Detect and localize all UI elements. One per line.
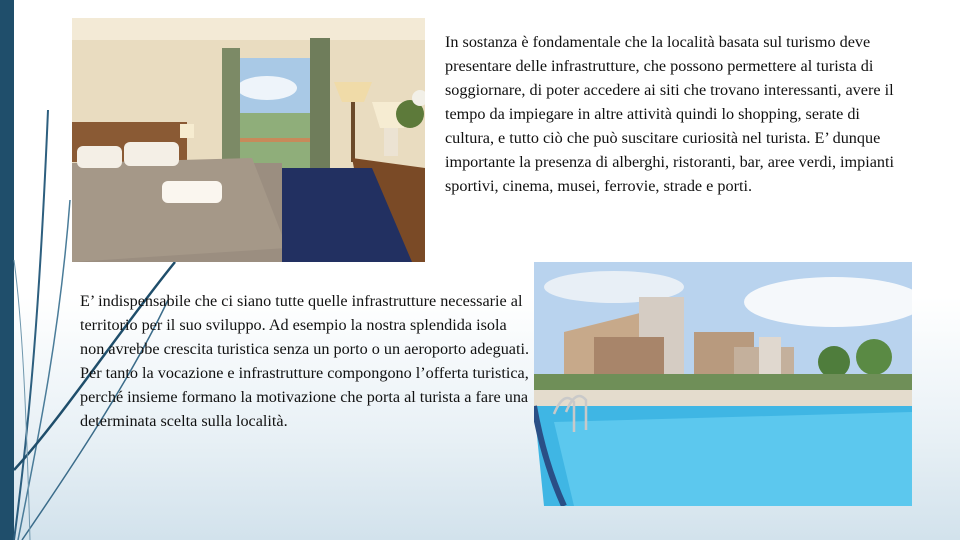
paragraph-development: E’ indispensabile che ci siano tutte quelle infrastrutture necessarie al territorio per il suo sviluppo. Ad esempio la nostra splendida isola non avrebbe crescita turistica senza un porto o un aeroporto adeguati. Per tanto la vocazione e infrastrutture compongono l’offerta turistica, perché insieme formano la motivazione che porta al turista a fare una determinata scelta sulla località. xyxy=(80,292,530,430)
paragraph-infrastructures: In sostanza è fondamentale che la località basata sul turismo deve presentare delle infrastrutture, che possono permettere al turista di soggiornare, di poter accedere ai siti che trovano interessanti, avere il tempo da impiegare in altre attività quindi lo shopping, serate di cultura, e tutto ciò che può suscitare curiosità nel turista. E’ dunque importante la presenza di alberghi, ristoranti, bar, aree verdi, impianti sportivi, cinema, musei, ferrovie, strade e porti. xyxy=(445,33,894,195)
pool-resort-photo xyxy=(534,262,912,506)
hotel-room-photo xyxy=(72,18,425,262)
